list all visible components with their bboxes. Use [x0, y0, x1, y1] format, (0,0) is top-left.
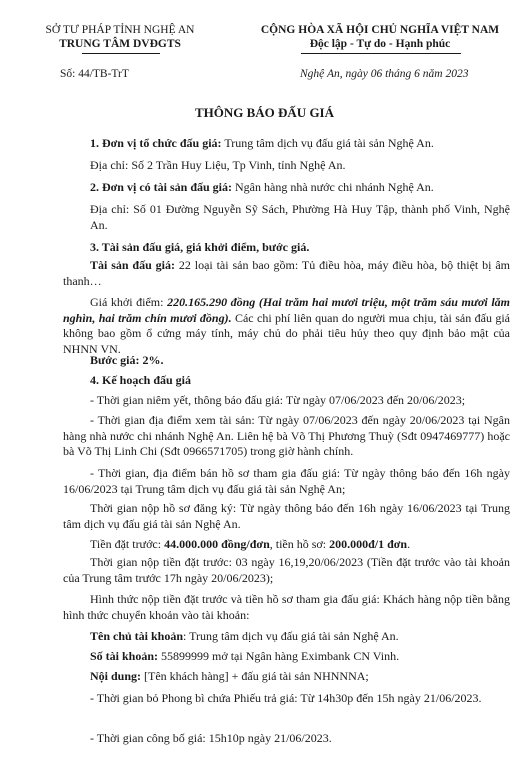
account-name-label: Tên chủ tài khoản	[90, 629, 184, 643]
assets-label: Tài sản đấu giá:	[90, 258, 175, 272]
section-2-address: Địa chỉ: Số 01 Đường Nguyễn Sỹ Sách, Phường Hà Huy Tập, thành phố Vinh, Nghệ An.	[90, 202, 510, 232]
deposit-end: .	[407, 537, 411, 551]
section-3-step	[90, 353, 510, 369]
account-name	[90, 629, 510, 645]
section-1-label: 1. Đơn vị tổ chức đấu giá:	[90, 136, 222, 150]
price-note: Các chi phí liên quan do người mua chịu, tài sản đấu giá không bao gồm ổ cứng máy tính, máy chủ do phải tiêu hủy theo quy định bảo mật của NHNN VN.	[63, 310, 510, 356]
deposit-mid: , tiền hồ sơ:	[269, 537, 330, 551]
deposit-period: Thời gian nộp tiền đặt trước: 03 ngày 16,19,20/06/2023 (Tiền đặt trước vào tài khoản của Trung tâm trước 17h ngày 20/06/2023);	[63, 555, 510, 585]
issuer-center: TRUNG TÂM DVĐGTS	[59, 38, 181, 50]
registration-period: Thời gian nộp hồ sơ đăng ký: Từ ngày thông báo đến 16h ngày 16/06/2023 tại Trung tâm dịch vụ đấu giá tài sản Nghệ An.	[63, 501, 510, 531]
payment-method: Hình thức nộp tiền đặt trước và tiền hồ sơ tham gia đấu giá: Khách hàng nộp tiền bằng hình thức chuyển khoản vào tài khoản:	[63, 592, 510, 622]
account-number-label: Số tài khoản:	[90, 649, 159, 663]
announcement-time: - Thời gian công bố giá: 15h10p ngày 21/06/2023.	[90, 731, 332, 745]
deposit-line	[90, 537, 510, 553]
account-number	[90, 649, 510, 665]
document-title: THÔNG BÁO ĐẤU GIÁ	[194, 105, 335, 120]
section-3-assets	[63, 258, 510, 289]
price-value: 220.165.290 đồng (Hai trăm hai mươi triệu, một trăm sáu mươi lăm nghìn, hai trăm chín mươi đồng).	[63, 295, 510, 325]
account-name-value: : Trung tâm dịch vụ đấu giá tài sản Nghệ An.	[183, 629, 399, 643]
deposit-prefix: Tiền đặt trước:	[90, 537, 165, 551]
section-2	[90, 180, 510, 196]
section-3-price	[63, 295, 510, 357]
section-1-address: Địa chỉ: Số 2 Trần Huy Liệu, Tp Vinh, tỉnh Nghệ An.	[90, 158, 346, 172]
document-number: Số: 44/TB-TrT	[60, 68, 129, 80]
step-value: : 2%.	[135, 353, 164, 367]
content-label: Nội dung:	[90, 669, 142, 683]
place-date: Nghệ An, ngày 06 tháng 6 năm 2023	[300, 68, 469, 80]
section-1-value: Trung tâm dịch vụ đấu giá tài sản Nghệ An.	[221, 136, 434, 150]
dossier-fee: 200.000đ/1 đơn	[329, 537, 408, 551]
section-2-label: 2. Đơn vị có tài sản đấu giá:	[90, 180, 232, 194]
deposit-amount: 44.000.000 đồng/đơn	[164, 537, 270, 551]
section-2-value: Ngân hàng nhà nước chi nhánh Nghệ An.	[232, 180, 434, 194]
account-number-value: 55899999 mở tại Ngân hàng Eximbank CN Vinh.	[158, 649, 400, 663]
price-prefix: Giá khởi điểm:	[90, 295, 168, 309]
issuer-department: SỞ TƯ PHÁP TỈNH NGHỆ AN	[45, 24, 195, 36]
section-3-heading: 3. Tài sản đấu giá, giá khởi điểm, bước giá.	[90, 240, 310, 254]
issuer-underline	[82, 53, 160, 54]
assets-value: 22 loại tài sản bao gồm: Tủ điều hòa, máy điều hòa, bộ thiệt bị âm thanh…	[63, 258, 511, 288]
national-title: CỘNG HÒA XÃ HỘI CHỦ NGHĨA VIỆT NAM	[260, 24, 500, 36]
content-value: [Tên khách hàng] + đấu giá tài sản NHNNNA;	[141, 669, 369, 683]
dossier-sale-period: - Thời gian, địa điểm bán hồ sơ tham gia đấu giá: Từ ngày thông báo đến 16h ngày 16/06/2023 tại Trung tâm dịch vụ đấu giá tài sản Nghệ An;	[63, 466, 510, 496]
motto-underline	[301, 53, 461, 54]
step-label: Bước giá	[90, 353, 136, 367]
viewing-period: - Thời gian địa điểm xem tài sản: Từ ngày 07/06/2023 đến ngày 20/06/2023 tại Ngân hàng nhà nước chi nhánh Nghệ An. Liên hệ bà Võ Thị Phương Thuỳ (Sđt 0947469777) hoặc bà Võ Thị Linh Chi (Sđt 0966571705) trong giờ hành chính.	[63, 413, 510, 458]
listing-period: - Thời gian niêm yết, thông báo đấu giá: Từ ngày 07/06/2023 đến 20/06/2023;	[90, 393, 466, 407]
envelope-period: - Thời gian bỏ Phong bì chứa Phiếu trả giá: Từ 14h30p đến 15h ngày 21/06/2023.	[90, 691, 482, 705]
section-4-heading: 4. Kế hoạch đấu giá	[90, 373, 192, 387]
transfer-content	[90, 669, 510, 685]
section-1	[90, 136, 510, 152]
national-motto: Độc lập - Tự do - Hạnh phúc	[309, 38, 451, 50]
